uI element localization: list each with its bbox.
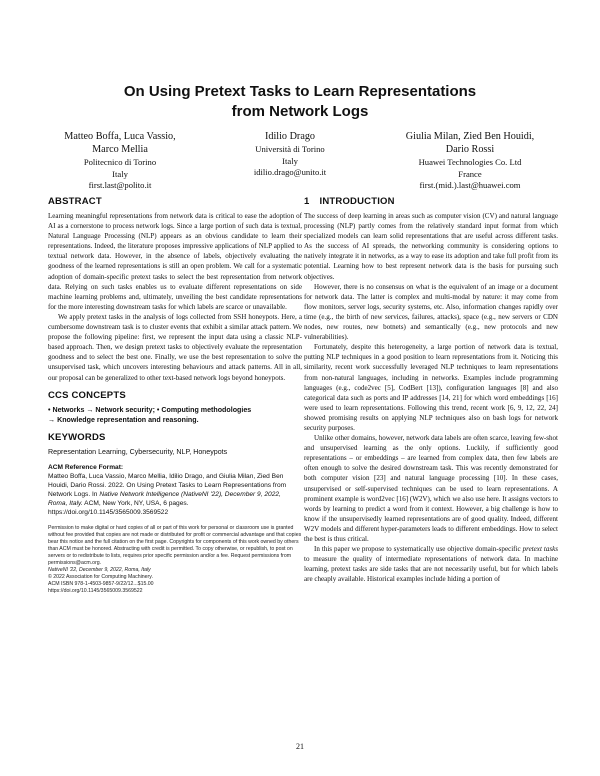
- section-number: 1: [304, 196, 310, 207]
- reference-heading: ACM Reference Format:: [48, 463, 124, 471]
- author-names: [370, 130, 570, 156]
- author-country: France: [458, 168, 482, 179]
- intro-p5-emphasis: pretext tasks: [522, 545, 558, 554]
- intro-paragraph-2: However, there is no consensus on what is the equivalent of an image or a document for network data. The latter is complex and multi-modal by nature: it may come from flow monitors, server logs, security systems, etc. Also, information changes rapidly over time (e.g., the birth of new services, failures, attacks), space (e.g., new servers or CDN nodes, new routes, new botnets) and semantically (e.g., new protocols and new vulnerabilities).: [304, 282, 558, 342]
- left-column: [48, 196, 302, 596]
- permission-copyright: © 2022 Association for Computing Machinery.: [48, 574, 153, 581]
- author-names-line-2: Marco Mellia: [92, 144, 148, 155]
- page-number: 21: [296, 742, 304, 751]
- permission-block: [48, 525, 302, 596]
- author-country: Italy: [282, 155, 298, 166]
- author-affiliation: Huawei Technologies Co. Ltd: [418, 157, 522, 167]
- author-group-huawei: [370, 130, 570, 192]
- abstract-paragraph-2: We apply pretext tasks in the analysis of logs collected from SSH honeypots. Here, a cumbersome downstream task is to cluster events that exhibit a similar attack pattern. We propose the following pipeline: first, we represent the input data using a classic NLP-based approach. Then, we design pretext tasks to objectively evaluate the representation goodness and to select the best one. Finally, we use the best representation to solve the unsupervised task, which uncovers interesting behaviours and attack patterns. All in all, our proposal can be generalized to other text-based network logs beyond honeypots.: [48, 312, 302, 382]
- keywords-heading: KEYWORDS: [48, 431, 106, 443]
- right-column: [304, 196, 558, 584]
- author-names: [30, 130, 210, 156]
- author-affiliation: Politecnico di Torino: [83, 157, 157, 167]
- permission-doi: https://doi.org/10.1145/3565009.3569522: [48, 588, 143, 595]
- author-email: first.(mid.).last@huawei.com: [419, 180, 521, 191]
- author-group-polito: [30, 130, 210, 192]
- section-title: INTRODUCTION: [319, 196, 395, 207]
- permission-isbn: ACM ISBN 978-1-4503-9857-9/22/12...$15.00: [48, 581, 154, 588]
- author-email: idilio.drago@unito.it: [253, 167, 327, 178]
- permission-text: Permission to make digital or hard copies of all or part of this work for personal or classroom use is granted without fee provided that copies are not made or distributed for profit or commercial advantage and that copies bear this notice and the full citation on the first page. Copyrights for components of this work owned by others than ACM must be honored. Abstracting with credit is permitted. To copy otherwise, or republish, to post on servers or to redistribute to lists, requires prior specific permission and/or a fee. Request permissions from permissions@acm.org.: [48, 524, 302, 567]
- abstract-paragraph-1: Learning meaningful representations from network data is critical to ease the adoption of AI as a cornerstone to process network logs. Since a large portion of such data is textual, Natural Language Processing (NLP) appears as an obvious candidate to learn their representations. Indeed, the literature proposes impressive applications of NLP applied to textual network data. However, in the absence of labels, objectively evaluating the goodness of the learned representations is still an open problem. We call for a systematic adoption of domain-specific pretext tasks to select the best representation from network data. Relying on such tasks enables us to evaluate different representations on side machine learning problems and, ultimately, unveiling the best candidate representations for the more interesting downstream tasks for which labels are scarce or unavailable.: [48, 212, 302, 311]
- intro-paragraph-1: The success of deep learning in areas such as computer vision (CV) and natural language processing (NLP) partly comes from the relatively standard input format from which specialized models can learn solid representations that are useful across different tasks. As the success of AI spreads, the networking community is considering options to natively integrate it in networks, as a way to ease its adoption and take full profit from its potential. Learning how to best represent network data is the basis for pursuing such objectives.: [304, 212, 558, 281]
- reference-text: [48, 472, 302, 518]
- author-country: Italy: [112, 168, 128, 179]
- intro-heading: [304, 196, 558, 207]
- ccs-line-1: • Networks → Network security; • Computing methodologies: [48, 405, 252, 414]
- permission-conf: NativeNI '22, December 9, 2022, Roma, Italy: [48, 567, 151, 574]
- intro-paragraph-4: Unlike other domains, however, network data labels are often scarce, leaving few-shot and unsupervised learning as the only options. Luckily, if sufficiently good representations – or embeddings – are learned from complex data, then few labels are often enough to solve the desired downstream task. This was recently demonstrated for both computer vision [23] and natural language processing [10]. In these cases, unsupervised or self-supervised techniques can be used to learn representations. A prominent example is word2vec [16] (W2V), which we also use here. It assigns vectors to words by learning to predict a word from it context. However, a big challenge is how to know if the unsupervisedly learned representations are of good quality. Indeed, different W2V models and different hyper-parameters leads to different embeddings. How to select the best is thus critical.: [304, 434, 559, 543]
- reference-authors: Matteo Boffa, Luca Vassio, Marco Mellia, Idilio Drago, and Giulia Milan, Zied Ben Houidi, Dario Rossi. 2022. On Using Pretext Tasks to Learn Representations from Network Logs. In: [48, 472, 287, 498]
- reference-venue: Native Network Intelligence (NativeNI '22), December 9, 2022, Roma, Italy.: [48, 491, 281, 508]
- intro-p5-part-b: to measure the quality of intermediate representations of network data. In machine learning, pretext tasks are side tasks that are not necessarily useful, but for which labels are cheaply available. Historical examples include hiding a portion of: [304, 555, 558, 584]
- author-block: [30, 130, 570, 192]
- ccs-line-2: → Knowledge representation and reasoning.: [48, 415, 199, 424]
- title-line-2: from Network Logs: [231, 103, 369, 120]
- paper-title: [40, 82, 560, 122]
- abstract-heading: ABSTRACT: [48, 196, 102, 207]
- author-names-line-2: Dario Rossi: [445, 144, 495, 155]
- intro-paragraph-5: [304, 544, 558, 584]
- intro-paragraph-3: Fortunately, despite this heterogeneity, a large portion of network data is textual, putting NLP techniques in a good position to learn representations from it. Noticing this similarity, recent work successfully leveraged NLP techniques to learn representations from non-natural languages, including in networks. Examples include programming languages (e.g., code2vec [5], CodBert [13]), configuration languages [8] and also categorical data such as ports and IP addresses [14, 21] for which word embeddings [16] were used to learn representations. Following this trend, recent work [6, 9, 12, 22, 24] showed promising results on applying NLP techniques also on bash logs for network security purposes.: [304, 343, 558, 432]
- author-names: [210, 130, 370, 143]
- intro-p5-part-a: In this paper we propose to systematically use objective domain-specific: [314, 545, 523, 554]
- ccs-concepts: [48, 405, 302, 425]
- author-email: first.last@polito.it: [88, 180, 152, 191]
- ccs-heading: CCS CONCEPTS: [48, 389, 126, 401]
- title-line-1: On Using Pretext Tasks to Learn Representations: [123, 83, 477, 100]
- keywords-text: Representation Learning, Cybersecurity, NLP, Honeypots: [48, 447, 228, 456]
- author-names-line-1: Giulia Milan, Zied Ben Houidi,: [405, 131, 535, 142]
- author-names-line-1: Idilio Drago: [264, 131, 316, 142]
- reference-rest: ACM, New York, NY, USA, 6 pages. https://doi.org/10.1145/3565009.3569522: [48, 500, 189, 517]
- author-affiliation: Università di Torino: [255, 144, 325, 154]
- author-names-line-1: Matteo Boffa, Luca Vassio,: [64, 131, 176, 142]
- author-group-unito: [210, 130, 370, 192]
